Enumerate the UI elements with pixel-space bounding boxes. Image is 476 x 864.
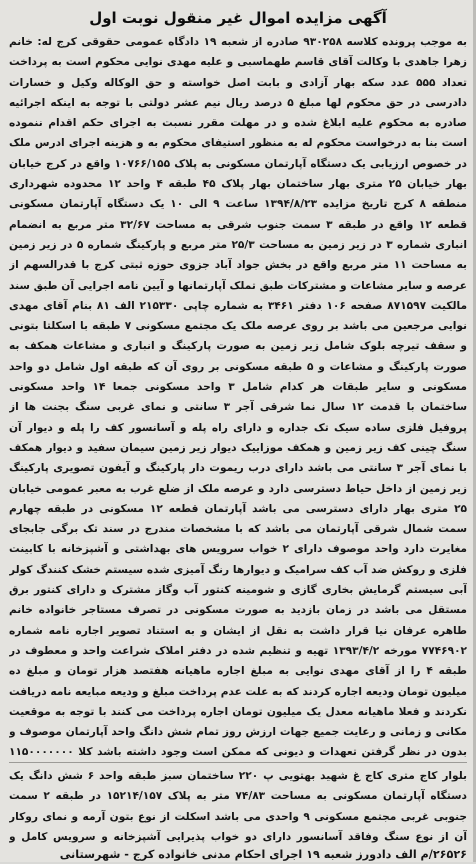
notice-continuation-text: بلوار کاج متری کاج غ شهید بهتویی پ ۲۲۰ ساختمان سبز طبقه واحد ۶ شش دانگ یک دستگاه آپارتمان مسکونی به مساحت ۷۴/۸۳ متر به پلاک ۱۵۲۱۴/۱۵۷ در طبقه ۲ سمت جنوبی غربی مجتمع مسکونی ۹ واحدی می باشد اسکلت از نوع بتون آرمه و نمای روکار آن از نوع سنگ وفاقد آسانسور دارای دو خواب پذیرایی آشپزخانه و سرویس کامل و: [9, 770, 467, 843]
section-divider: [9, 762, 467, 763]
notice-body-text: به موجب پرونده کلاسه ۹۳۰۲۵۸ صادره از شعبه ۱۹ دادگاه عمومی حقوقی کرج له: خانم زهرا جاهدی با وکالت آقای قاسم طهماسبی و علیه مهدی نوایی محکوم است به پرداخت تعداد ۵۵۵ عدد سکه بهار آزادی و بابت اصل خواسته و حق الوکاله وکیل و خسارات دادرسی در حق محکوم لها مبلغ ۵ درصد ریال نیم عشر دولتی با توجه به اینکه اجرائیه صادره به محکوم علیه ابلاغ شده و در مهلت مقرر نسبت به اجرای حکم اقدام ننموده است بنا به درخواست محکوم له به منظور استیفای محکوم به و هزینه اجرای ادرس ملک در خصوص ارزیابی یک دستگاه آپارتمان مسکونی به پلاک ۱۰۷۶۶/۱۵۵ واقع در کرج خیابان بهار خیابان ۲۵ متری بهار ساختمان بهار پلاک ۴۵ طبقه ۴ واحد ۱۲ محدوده شهرداری منطقه ۸ کرج تاریخ مزایده ۱۳۹۴/۸/۲۳ ساعت ۹ الی ۱۰ یک دستگاه آپارتمان مسکونی قطعه ۱۲ واقع در طبقه ۳ سمت جنوب شرقی به مساحت ۳۲/۶۷ متر مربع به انضمام انباری شماره ۳ در زیر زمین به مساحت ۲۵/۳ متر مربع و پارکینگ شماره ۵ در زیر زمین به مساحت ۱۱ متر مربع واقع در بخش جواد آباد جزوی حوزه ثبتی کرج با قدرالسهم از عرصه و سایر مشاعات و مشترکات طبق تملک آپارتمانها و آیین نامه اجرایی آن طبق سند مالکیت ۸۷۱۵۹۷ صفحه ۱۰۶ دفتر ۳۴۶۱ به شماره چاپی ۲۱۵۳۳۰ الف ۸۱ بنام آقای مهدی نوایی مرجعین می باشد بر روی عرصه ملک یک مجتمع مسکونی ۷ طبقه با اسکلتا بتونی و سقف تیرچه بلوک شامل زیر زمین به صورت پارکینگ و انباری و مشاعات همکف به صورت پارکینگ و مشاعات و ۵ طبقه مسکونی بر روی آن که طبقه اول شامل دو واحد مسکونی و سایر طبقات هر کدام شامل ۳ واحد مسکونی جمعا ۱۴ واحد مسکونی ساختمان با قدمت ۱۲ سال نما شرقی آجر ۳ سانتی و نمای غربی سنگ بجنت ها از پروفیل فلزی ساده سیک تک جداره و دارای راه پله و آسانسور کف را پله و دیوار آن سنگ چینی کف زیر زمین و همکف موزاییک دیوار زیر زمین سیمان سفید و دیوار همکف با نمای آجر ۳ سانتی می باشد دارای درب ریموت دار پارکینگ و آیفون تصویری پارکینگ زیر زمین از داخل حیاط دسترسی دارد و عرصه ملک از ضلع غرب به معبر عمومی خیابان ۲۵ متری بهار دارای دسترسی می باشد آپارتمان قطعه ۱۲ مسکونی در طبقه چهارم سمت شمال شرقی آپارتمان می باشد که با مشخصات مندرج در سند تک برگی جابجای مغایرت دارد واحد موصوف دارای ۲ خواب سرویس های بهداشتی و آشپزخانه با کابینت فلزی و روکش ضد آب کف سرامیک و دیوارها رنگ آمیزی شده سیستم خشک کنندگ کولر آبی سیستم گرمایش بخاری گازی و شومینه کنتور آب وگاز مشترک و دارای کنتور برق مستقل می باشد در زمان بازدید به صورت مسکونی در تصرف مستاجر خانواده خانم طاهره عرفان نیا قرار داشت به نقل از ایشان و به استناد تصویر اجاره نامه شماره ۷۷۴۶۹۰۲ مورخه ۱۳۹۳/۴/۲ تهیه و تنظیم شده در دفتر املاک شراعت واحد و معطوف در طبقه ۴ را از آقای مهدی نوایی به مبلغ اجاره ماهیانه هفتصد هزار تومان و مبلغ ده میلیون تومان ودیعه اجاره کردند که به علت عدم پرداخت مبلغ و ودیعه مبایعه نامه دریافت نکردند و فعلا ماهیانه معدل یک میلیون تومان اجاره پرداخت می کنند با توجه به موقعیت مکانی و زمانی و رعایت جمیع جهات ارزش روز تمام شش دانگ واحد آپارتمان موصوف و بدون در نظر گرفتن تعهدات و دیونی که ممکن است وجود داشته باشد کلا ۱۱۵۰۰۰۰۰۰۰: [9, 36, 467, 759]
notice-title: آگهی مزایده اموال غیر منقول نوبت اول: [89, 9, 387, 27]
notice-signature: ۲۶۵۲۶/م الف دادورز شعبه ۱۹ اجرای احکام مدنی خانواده کرج - شهرستانی: [59, 848, 467, 861]
